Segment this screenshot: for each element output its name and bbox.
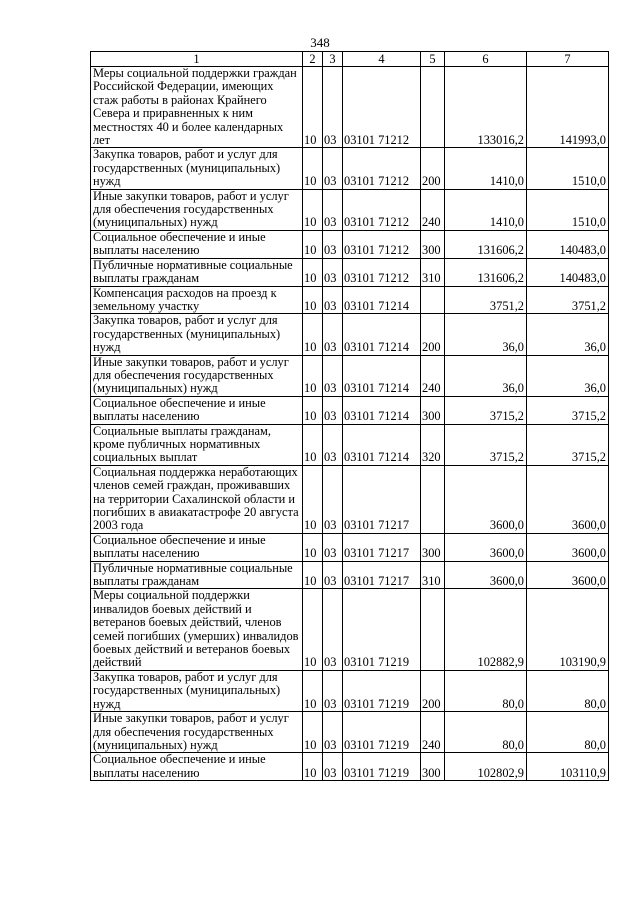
target-article-cell: 03101 71219 [343,589,421,670]
row-name-cell: Социальная поддержка неработающих членов семей граждан, проживавших на территории Сахалинской области и погибших в авиакатастрофе 20 августа 2003 года [91,465,303,533]
expense-type-cell: 240 [421,189,445,230]
section-code-cell: 10 [303,67,323,148]
table-row [91,712,609,753]
table-row [91,258,609,286]
column-number-row [91,52,609,67]
amount-year2-cell: 3715,2 [527,424,609,465]
target-article-cell: 03101 71214 [343,424,421,465]
amount-year2-cell: 1510,0 [527,148,609,189]
target-article-cell: 03101 71212 [343,67,421,148]
table-row [91,355,609,396]
table-row [91,424,609,465]
target-article-cell: 03101 71214 [343,396,421,424]
subsection-code-cell: 03 [323,561,343,589]
amount-year1-cell: 3600,0 [445,465,527,533]
expense-type-cell: 320 [421,424,445,465]
subsection-code-cell: 03 [323,355,343,396]
target-article-cell: 03101 71212 [343,148,421,189]
target-article-cell: 03101 71214 [343,355,421,396]
section-code-cell: 10 [303,670,323,711]
section-code-cell: 10 [303,396,323,424]
expense-type-cell [421,286,445,314]
target-article-cell: 03101 71214 [343,314,421,355]
column-header: 3 [323,52,343,67]
subsection-code-cell: 03 [323,670,343,711]
column-header: 5 [421,52,445,67]
table-row [91,189,609,230]
table-row [91,533,609,561]
amount-year2-cell: 1510,0 [527,189,609,230]
expense-type-cell: 300 [421,396,445,424]
subsection-code-cell: 03 [323,258,343,286]
amount-year2-cell: 3600,0 [527,561,609,589]
target-article-cell: 03101 71212 [343,230,421,258]
amount-year2-cell: 36,0 [527,355,609,396]
amount-year2-cell: 103110,9 [527,753,609,781]
target-article-cell: 03101 71217 [343,561,421,589]
subsection-code-cell: 03 [323,712,343,753]
amount-year2-cell: 140483,0 [527,258,609,286]
amount-year2-cell: 103190,9 [527,589,609,670]
row-name-cell: Социальные выплаты гражданам, кроме публичных нормативных социальных выплат [91,424,303,465]
row-name-cell: Иные закупки товаров, работ и услуг для обеспечения государственных (муниципальных) нужд [91,189,303,230]
subsection-code-cell: 03 [323,753,343,781]
expense-type-cell [421,67,445,148]
subsection-code-cell: 03 [323,67,343,148]
expense-type-cell: 200 [421,314,445,355]
expense-type-cell: 310 [421,258,445,286]
row-name-cell: Социальное обеспечение и иные выплаты населению [91,753,303,781]
section-code-cell: 10 [303,589,323,670]
row-name-cell: Компенсация расходов на проезд к земельному участку [91,286,303,314]
expense-type-cell: 240 [421,712,445,753]
amount-year1-cell: 1410,0 [445,189,527,230]
column-header: 4 [343,52,421,67]
section-code-cell: 10 [303,355,323,396]
amount-year2-cell: 36,0 [527,314,609,355]
subsection-code-cell: 03 [323,424,343,465]
row-name-cell: Закупка товаров, работ и услуг для государственных (муниципальных) нужд [91,314,303,355]
expense-type-cell: 240 [421,355,445,396]
row-name-cell: Социальное обеспечение и иные выплаты населению [91,396,303,424]
table-row [91,589,609,670]
row-name-cell: Меры социальной поддержки инвалидов боевых действий и ветеранов боевых действий, членов семей погибших (умерших) инвалидов боевых действий и ветеранов боевых действий [91,589,303,670]
section-code-cell: 10 [303,753,323,781]
row-name-cell: Закупка товаров, работ и услуг для государственных (муниципальных) нужд [91,148,303,189]
amount-year1-cell: 3600,0 [445,561,527,589]
page-number: 348 [310,35,330,50]
target-article-cell: 03101 71217 [343,533,421,561]
amount-year1-cell: 1410,0 [445,148,527,189]
amount-year1-cell: 3715,2 [445,424,527,465]
section-code-cell: 10 [303,230,323,258]
column-header: 7 [527,52,609,67]
subsection-code-cell: 03 [323,230,343,258]
column-header: 1 [91,52,303,67]
section-code-cell: 10 [303,712,323,753]
section-code-cell: 10 [303,561,323,589]
amount-year1-cell: 131606,2 [445,258,527,286]
amount-year1-cell: 36,0 [445,355,527,396]
row-name-cell: Социальное обеспечение и иные выплаты населению [91,230,303,258]
expense-type-cell [421,465,445,533]
amount-year2-cell: 80,0 [527,670,609,711]
row-name-cell: Закупка товаров, работ и услуг для государственных (муниципальных) нужд [91,670,303,711]
budget-table-body [91,52,609,781]
amount-year1-cell: 80,0 [445,670,527,711]
subsection-code-cell: 03 [323,396,343,424]
subsection-code-cell: 03 [323,148,343,189]
expense-type-cell: 200 [421,148,445,189]
amount-year1-cell: 36,0 [445,314,527,355]
budget-table [90,51,609,781]
amount-year2-cell: 3715,2 [527,396,609,424]
amount-year2-cell: 3600,0 [527,533,609,561]
amount-year1-cell: 102802,9 [445,753,527,781]
table-row [91,753,609,781]
row-name-cell: Публичные нормативные социальные выплаты гражданам [91,258,303,286]
table-row [91,286,609,314]
amount-year2-cell: 3751,2 [527,286,609,314]
section-code-cell: 10 [303,258,323,286]
column-header: 2 [303,52,323,67]
section-code-cell: 10 [303,314,323,355]
subsection-code-cell: 03 [323,189,343,230]
amount-year1-cell: 80,0 [445,712,527,753]
target-article-cell: 03101 71219 [343,753,421,781]
row-name-cell: Меры социальной поддержки граждан Российской Федерации, имеющих стаж работы в районах Крайнего Севера и приравненных к ним местностях 40 и более календарных лет [91,67,303,148]
section-code-cell: 10 [303,148,323,189]
amount-year2-cell: 3600,0 [527,465,609,533]
table-row [91,465,609,533]
amount-year1-cell: 133016,2 [445,67,527,148]
target-article-cell: 03101 71212 [343,189,421,230]
table-row [91,67,609,148]
section-code-cell: 10 [303,533,323,561]
target-article-cell: 03101 71219 [343,670,421,711]
expense-type-cell: 200 [421,670,445,711]
table-row [91,670,609,711]
expense-type-cell: 300 [421,753,445,781]
amount-year1-cell: 3751,2 [445,286,527,314]
row-name-cell: Иные закупки товаров, работ и услуг для обеспечения государственных (муниципальных) нужд [91,355,303,396]
table-row [91,314,609,355]
section-code-cell: 10 [303,286,323,314]
column-header: 6 [445,52,527,67]
row-name-cell: Публичные нормативные социальные выплаты гражданам [91,561,303,589]
target-article-cell: 03101 71217 [343,465,421,533]
subsection-code-cell: 03 [323,286,343,314]
subsection-code-cell: 03 [323,533,343,561]
amount-year1-cell: 3715,2 [445,396,527,424]
amount-year1-cell: 102882,9 [445,589,527,670]
expense-type-cell: 300 [421,533,445,561]
amount-year2-cell: 80,0 [527,712,609,753]
target-article-cell: 03101 71212 [343,258,421,286]
row-name-cell: Социальное обеспечение и иные выплаты населению [91,533,303,561]
target-article-cell: 03101 71214 [343,286,421,314]
amount-year1-cell: 3600,0 [445,533,527,561]
table-row [91,230,609,258]
subsection-code-cell: 03 [323,589,343,670]
expense-type-cell: 310 [421,561,445,589]
table-row [91,148,609,189]
section-code-cell: 10 [303,465,323,533]
subsection-code-cell: 03 [323,465,343,533]
section-code-cell: 10 [303,424,323,465]
table-row [91,561,609,589]
section-code-cell: 10 [303,189,323,230]
amount-year2-cell: 140483,0 [527,230,609,258]
row-name-cell: Иные закупки товаров, работ и услуг для обеспечения государственных (муниципальных) нужд [91,712,303,753]
table-row [91,396,609,424]
expense-type-cell: 300 [421,230,445,258]
expense-type-cell [421,589,445,670]
amount-year1-cell: 131606,2 [445,230,527,258]
subsection-code-cell: 03 [323,314,343,355]
target-article-cell: 03101 71219 [343,712,421,753]
amount-year2-cell: 141993,0 [527,67,609,148]
